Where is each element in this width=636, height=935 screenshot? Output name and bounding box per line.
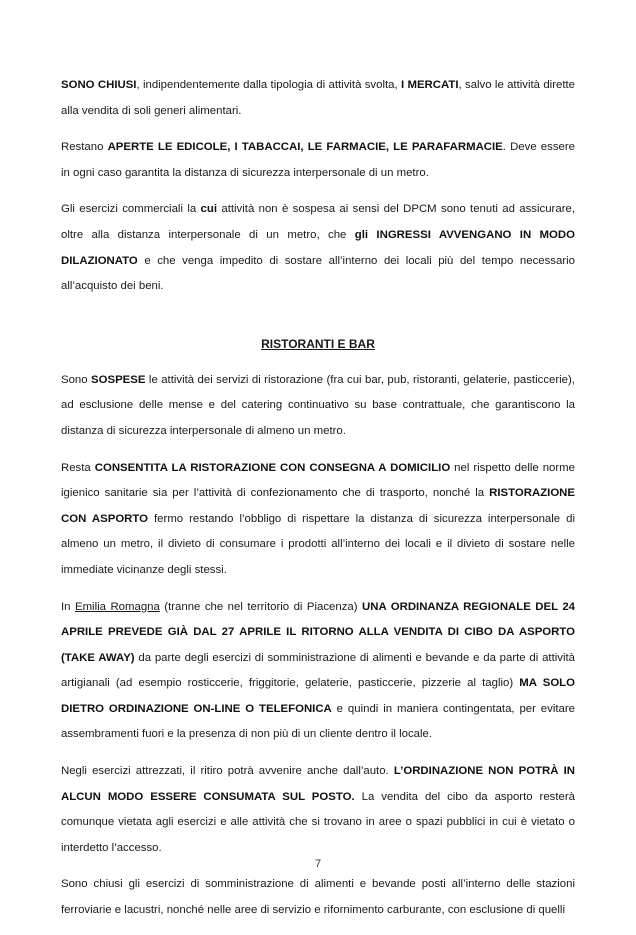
- text: attività non è sospesa ai sensi del DPCM sono tenuti ad assicurare, oltre alla distanza interpersonale di un metro, che: [61, 203, 575, 241]
- underlined-text: Emilia Romagna: [74, 600, 160, 613]
- paragraph-delivery: [61, 456, 575, 584]
- page-body: [61, 73, 575, 935]
- bold-text: SONO CHIUSI: [61, 79, 137, 91]
- bold-text: I MERCATI: [400, 79, 459, 91]
- bold-text: gli INGRESSI AVVENGANO IN MODO DILAZIONATO: [61, 228, 575, 267]
- bold-text: CONSENTITA LA RISTORAZIONE CON CONSEGNA A DOMICILIO: [94, 461, 451, 474]
- bold-text: cui: [200, 203, 218, 216]
- text: In: [61, 600, 75, 613]
- text: Gli esercizi commerciali la: [61, 203, 201, 216]
- text: Restano: [61, 141, 108, 154]
- text: e quindi in maniera contingentata, per evitare assembramenti fuori e la presenza di non più di un cliente dentro il locale.: [61, 702, 575, 741]
- bold-text: SOSPESE: [91, 373, 146, 386]
- bold-text: APERTE LE EDICOLE, I TABACCAI, LE FARMACIE, LE PARAFARMACIE: [107, 141, 503, 154]
- text: fermo restando l’obbligo di rispettare la distanza di sicurezza interpersonale di almeno un metro, il divieto di consumare i prodotti all’interno dei locali e il divieto di sostare nelle immediate vicinanze degli stessi.: [61, 512, 575, 576]
- paragraph-markets: [61, 73, 575, 124]
- text: Sono: [61, 373, 92, 386]
- bold-text: L’ORDINAZIONE NON POTRÀ IN ALCUN MODO ESSERE CONSUMATA SUL POSTO.: [61, 765, 575, 803]
- text: . Deve essere in ogni caso garantita la distanza di sicurezza interpersonale di un metro.: [61, 141, 575, 179]
- bold-text: MA SOLO DIETRO ORDINAZIONE ON-LINE O TELEFONICA: [61, 677, 575, 715]
- paragraph-commercial: [61, 197, 575, 299]
- text: nel rispetto delle norme igienico sanitarie sia per l’attività di confezionamento che di trasporto, nonché la: [61, 461, 575, 500]
- text: Sono chiusi gli esercizi di somministrazione di alimenti e bevande posti all’interno delle stazioni ferroviarie e lacustri, nonché nelle aree di servizio e rifornimento carburante, con esclusione di quelli: [61, 878, 575, 917]
- paragraph-suspended: [61, 368, 575, 445]
- paragraph-stations: [61, 872, 575, 923]
- paragraph-pickup: [61, 759, 575, 861]
- bold-text: RISTORAZIONE CON ASPORTO: [61, 487, 575, 525]
- text: (tranne che nel territorio di Piacenza): [159, 600, 363, 613]
- text: da parte degli esercizi di somministrazione di alimenti e bevande e da parte di attività artigianali (ad esempio rosticcerie, friggitorie, gelaterie, pasticcerie, pizzerie al taglio): [61, 651, 575, 690]
- bold-text: UNA ORDINANZA REGIONALE DEL 24 APRILE PREVEDE GIÀ DAL 27 APRILE IL RITORNO ALLA VENDITA DI CIBO DA ASPORTO (TAKE AWAY): [61, 600, 575, 664]
- text: Resta: [61, 461, 95, 474]
- section-heading: RISTORANTI E BAR: [261, 336, 375, 351]
- text: Negli esercizi attrezzati, il ritiro potrà avvenire anche dall’auto.: [61, 765, 394, 778]
- text: , salvo le attività dirette alla vendita di soli generi alimentari.: [61, 79, 575, 117]
- page-number: 7: [314, 858, 322, 870]
- paragraph-open-shops: [61, 135, 575, 186]
- text: e che venga impedito di sostare all’interno dei locali più del tempo necessario all’acquisto dei beni.: [61, 254, 575, 293]
- text: La vendita del cibo da asporto resterà comunque vietata agli esercizi e alle attività che si trovano in aree o spazi pubblici in cui è vietato o interdetto l’accesso.: [61, 790, 575, 854]
- text: , indipendentemente dalla tipologia di attività svolta,: [136, 79, 401, 91]
- text: le attività dei servizi di ristorazione (fra cui bar, pub, ristoranti, gelaterie, pasticcerie), ad esclusione delle mense e del catering continuativo su base contrattuale, che garantiscono la distanza di sicurezza interpersonale di almeno un metro.: [61, 373, 575, 437]
- paragraph-emilia-romagna: [61, 595, 575, 749]
